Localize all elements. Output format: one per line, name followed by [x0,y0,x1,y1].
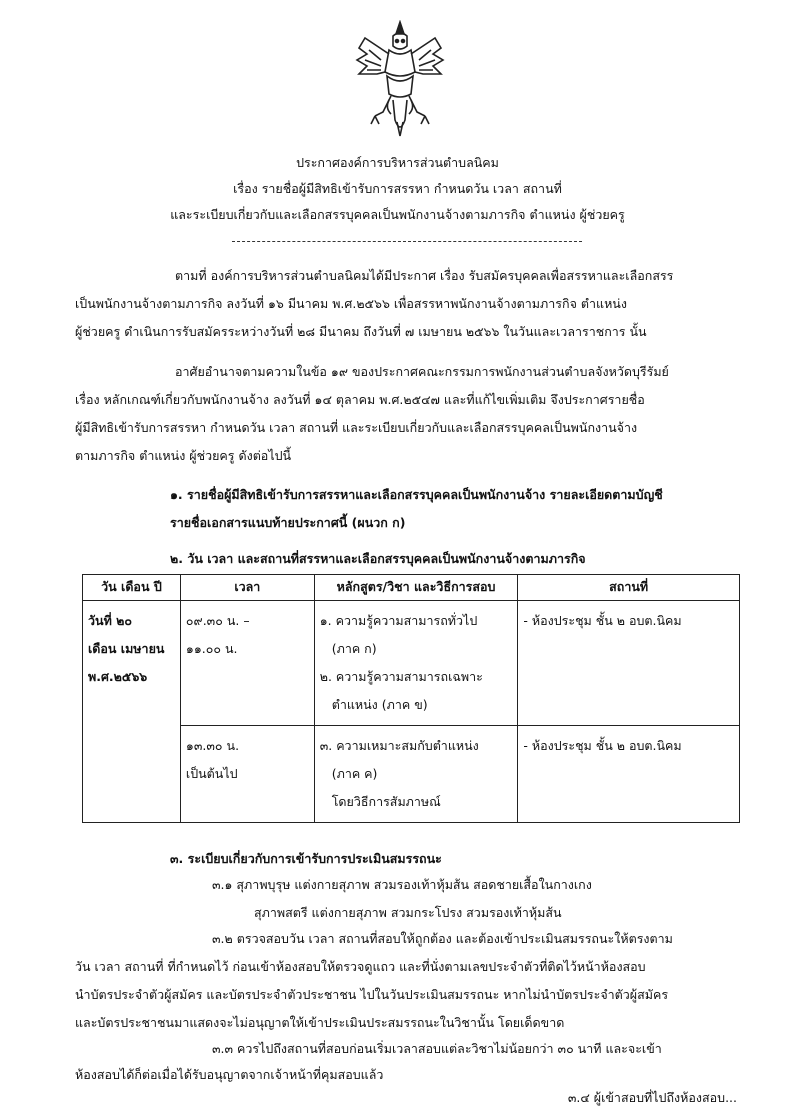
table-header-row [83,575,740,601]
date-line-3: พ.ศ.๒๕๖๖ [88,669,148,684]
section1-line-1: ๑. รายชื่อผู้มีสิทธิเข้ารับการสรรหาและเลือกสรรบุคคลเป็นพนักงานจ้าง รายละเอียดตามบัญชี [170,487,663,502]
title-line-2: เรื่อง รายชื่อผู้มีสิทธิเข้ารับการสรรหา กำหนดวัน เวลา สถานที่ [233,181,562,196]
para1-line-3: ผู้ช่วยครู ดำเนินการรับสมัครระหว่างวันที่ ๒๘ มีนาคม ถึงวันที่ ๗ เมษายน ๒๕๖๖ ในวันและเวลาราชการ นั้น [75,324,647,339]
section2-heading: ๒. วัน เวลา และสถานที่สรรหาและเลือกสรรบุคคลเป็นพนักงานจ้างตามภารกิจ [170,551,586,566]
time-line-2: เป็นต้นไป [185,766,238,781]
para2-line-1: อาศัยอำนาจตามความในข้อ ๑๙ ของประกาศคณะกรรมการพนักงานส่วนตำบลจังหวัดบุรีรัมย์ [175,364,669,379]
header-time: เวลา [180,575,314,601]
para1-line-1: ตามที่ องค์การบริหารส่วนตำบลนิคมได้มีประกาศ เรื่อง รับสมัครบุคคลเพื่อสรรหาและเลือกสรร [175,268,674,283]
place-text: - ห้องประชุม ชั้น ๒ อบต.นิคม [523,613,682,628]
title-line-1: ประกาศองค์การบริหารส่วนตำบลนิคม [296,155,499,170]
section3-1-line-2: สุภาพสตรี แต่งกายสุภาพ สวมกระโปรง สวมรองเท้าหุ้มส้น [254,905,562,920]
section3-2-line-4: และบัตรประชาชนมาแสดงจะไม่อนุญาตให้เข้าประเมินประสมรรถนะในวิชานั้น โดยเด็ดขาด [75,1015,565,1030]
schedule-table [82,574,740,823]
section3-1-line-1: ๓.๑ สุภาพบุรุษ แต่งกายสุภาพ สวมรองเท้าหุ้มส้น สอดชายเสื้อในกางเกง [212,877,592,892]
date-line-2: เดือน เมษายน [88,641,165,656]
header-date: วัน เดือน ปี [83,575,181,601]
para2-line-3: ผู้มีสิทธิเข้ารับการสรรหา กำหนดวัน เวลา สถานที่ และระเบียบเกี่ยวกับและเลือกสรรบุคคลเป็นพนักงานจ้าง [75,420,638,435]
section1-line-2: รายชื่อเอกสารแนบท้ายประกาศนี้ (ผนวก ก) [170,515,406,530]
time-line-2: ๑๑.๐๐ น. [185,641,238,656]
subject-cell [314,726,518,823]
date-cell [83,601,181,726]
time-cell [180,601,314,726]
section3-2-line-1: ๓.๒ ตรวจสอบวัน เวลา สถานที่สอบให้ถูกต้อง และต้องเข้าประเมินสมรรถนะให้ตรงตาม [212,931,673,946]
garuda-emblem [355,20,445,138]
section3-3-line-1: ๓.๓ ควรไปถึงสถานที่สอบก่อนเริ่มเวลาสอบแต่ละวิชาไม่น้อยกว่า ๓๐ นาที และจะเข้า [212,1041,662,1056]
section3-2-line-3: นำบัตรประจำตัวผู้สมัคร และบัตรประจำตัวประชาชน ไปในวันประเมินสมรรถนะ หากไม่นำบัตรประจำตัวผู้สมัคร [75,987,669,1002]
place-text: - ห้องประชุม ชั้น ๒ อบต.นิคม [523,738,682,753]
continuation-text: ๓.๔ ผู้เข้าสอบที่ไปถึงห้องสอบ... [567,1090,737,1105]
subject-line-3: ๒. ความรู้ความสามารถเฉพาะ [319,669,483,684]
time-line-1: ๑๓.๓๐ น. [185,738,240,753]
subject-line-2: (ภาค ก) [331,641,377,656]
section3-3-line-2: ห้องสอบได้ก็ต่อเมื่อได้รับอนุญาตจากเจ้าหน้าที่คุมสอบแล้ว [75,1067,384,1082]
subject-line-1: ๓. ความเหมาะสมกับตำแหน่ง [319,738,479,753]
table-row [83,726,740,823]
date-line-1: วันที่ ๒๐ [88,613,133,628]
para2-line-2: เรื่อง หลักเกณฑ์เกี่ยวกับพนักงานจ้าง ลงวันที่ ๑๔ ตุลาคม พ.ศ.๒๕๔๗ และที่แก้ไขเพิ่มเติม จึงประกาศรายชื่อ [75,392,645,407]
title-line-3: และระเบียบเกี่ยวกับและเลือกสรรบุคคลเป็นพนักงานจ้างตามภารกิจ ตำแหน่ง ผู้ช่วยครู [170,207,625,222]
subject-line-1: ๑. ความรู้ความสามารถทั่วไป [319,613,478,628]
place-cell [518,726,740,823]
para2-line-4: ตามภารกิจ ตำแหน่ง ผู้ช่วยครู ดังต่อไปนี้ [75,448,292,463]
subject-cell [314,601,518,726]
section3-2-line-2: วัน เวลา สถานที่ ที่กำหนดไว้ ก่อนเข้าห้องสอบให้ตรวจดูแถว และที่นั่งตามเลขประจำตัวที่ติดไว้หน้าห้องสอบ [75,959,646,974]
subject-line-2: (ภาค ค) [331,766,378,781]
place-cell [518,601,740,726]
subject-line-4: ตำแหน่ง (ภาค ข) [331,697,428,712]
header-subject: หลักสูตร/วิชา และวิธีการสอบ [314,575,518,601]
header-place: สถานที่ [518,575,740,601]
time-line-1: ๐๙.๓๐ น. – [185,613,250,628]
title-divider [232,241,582,242]
section3-heading: ๓. ระเบียบเกี่ยวกับการเข้ารับการประเมินสมรรถนะ [170,851,442,866]
table-row [83,601,740,726]
date-cell-continued [83,726,181,823]
para1-line-2: เป็นพนักงานจ้างตามภารกิจ ลงวันที่ ๑๖ มีนาคม พ.ศ.๒๕๖๖ เพื่อสรรหาพนักงานจ้างตามภารกิจ ตำแหน่ง [75,296,627,311]
time-cell [180,726,314,823]
subject-line-3: โดยวิธีการสัมภาษณ์ [331,794,441,809]
